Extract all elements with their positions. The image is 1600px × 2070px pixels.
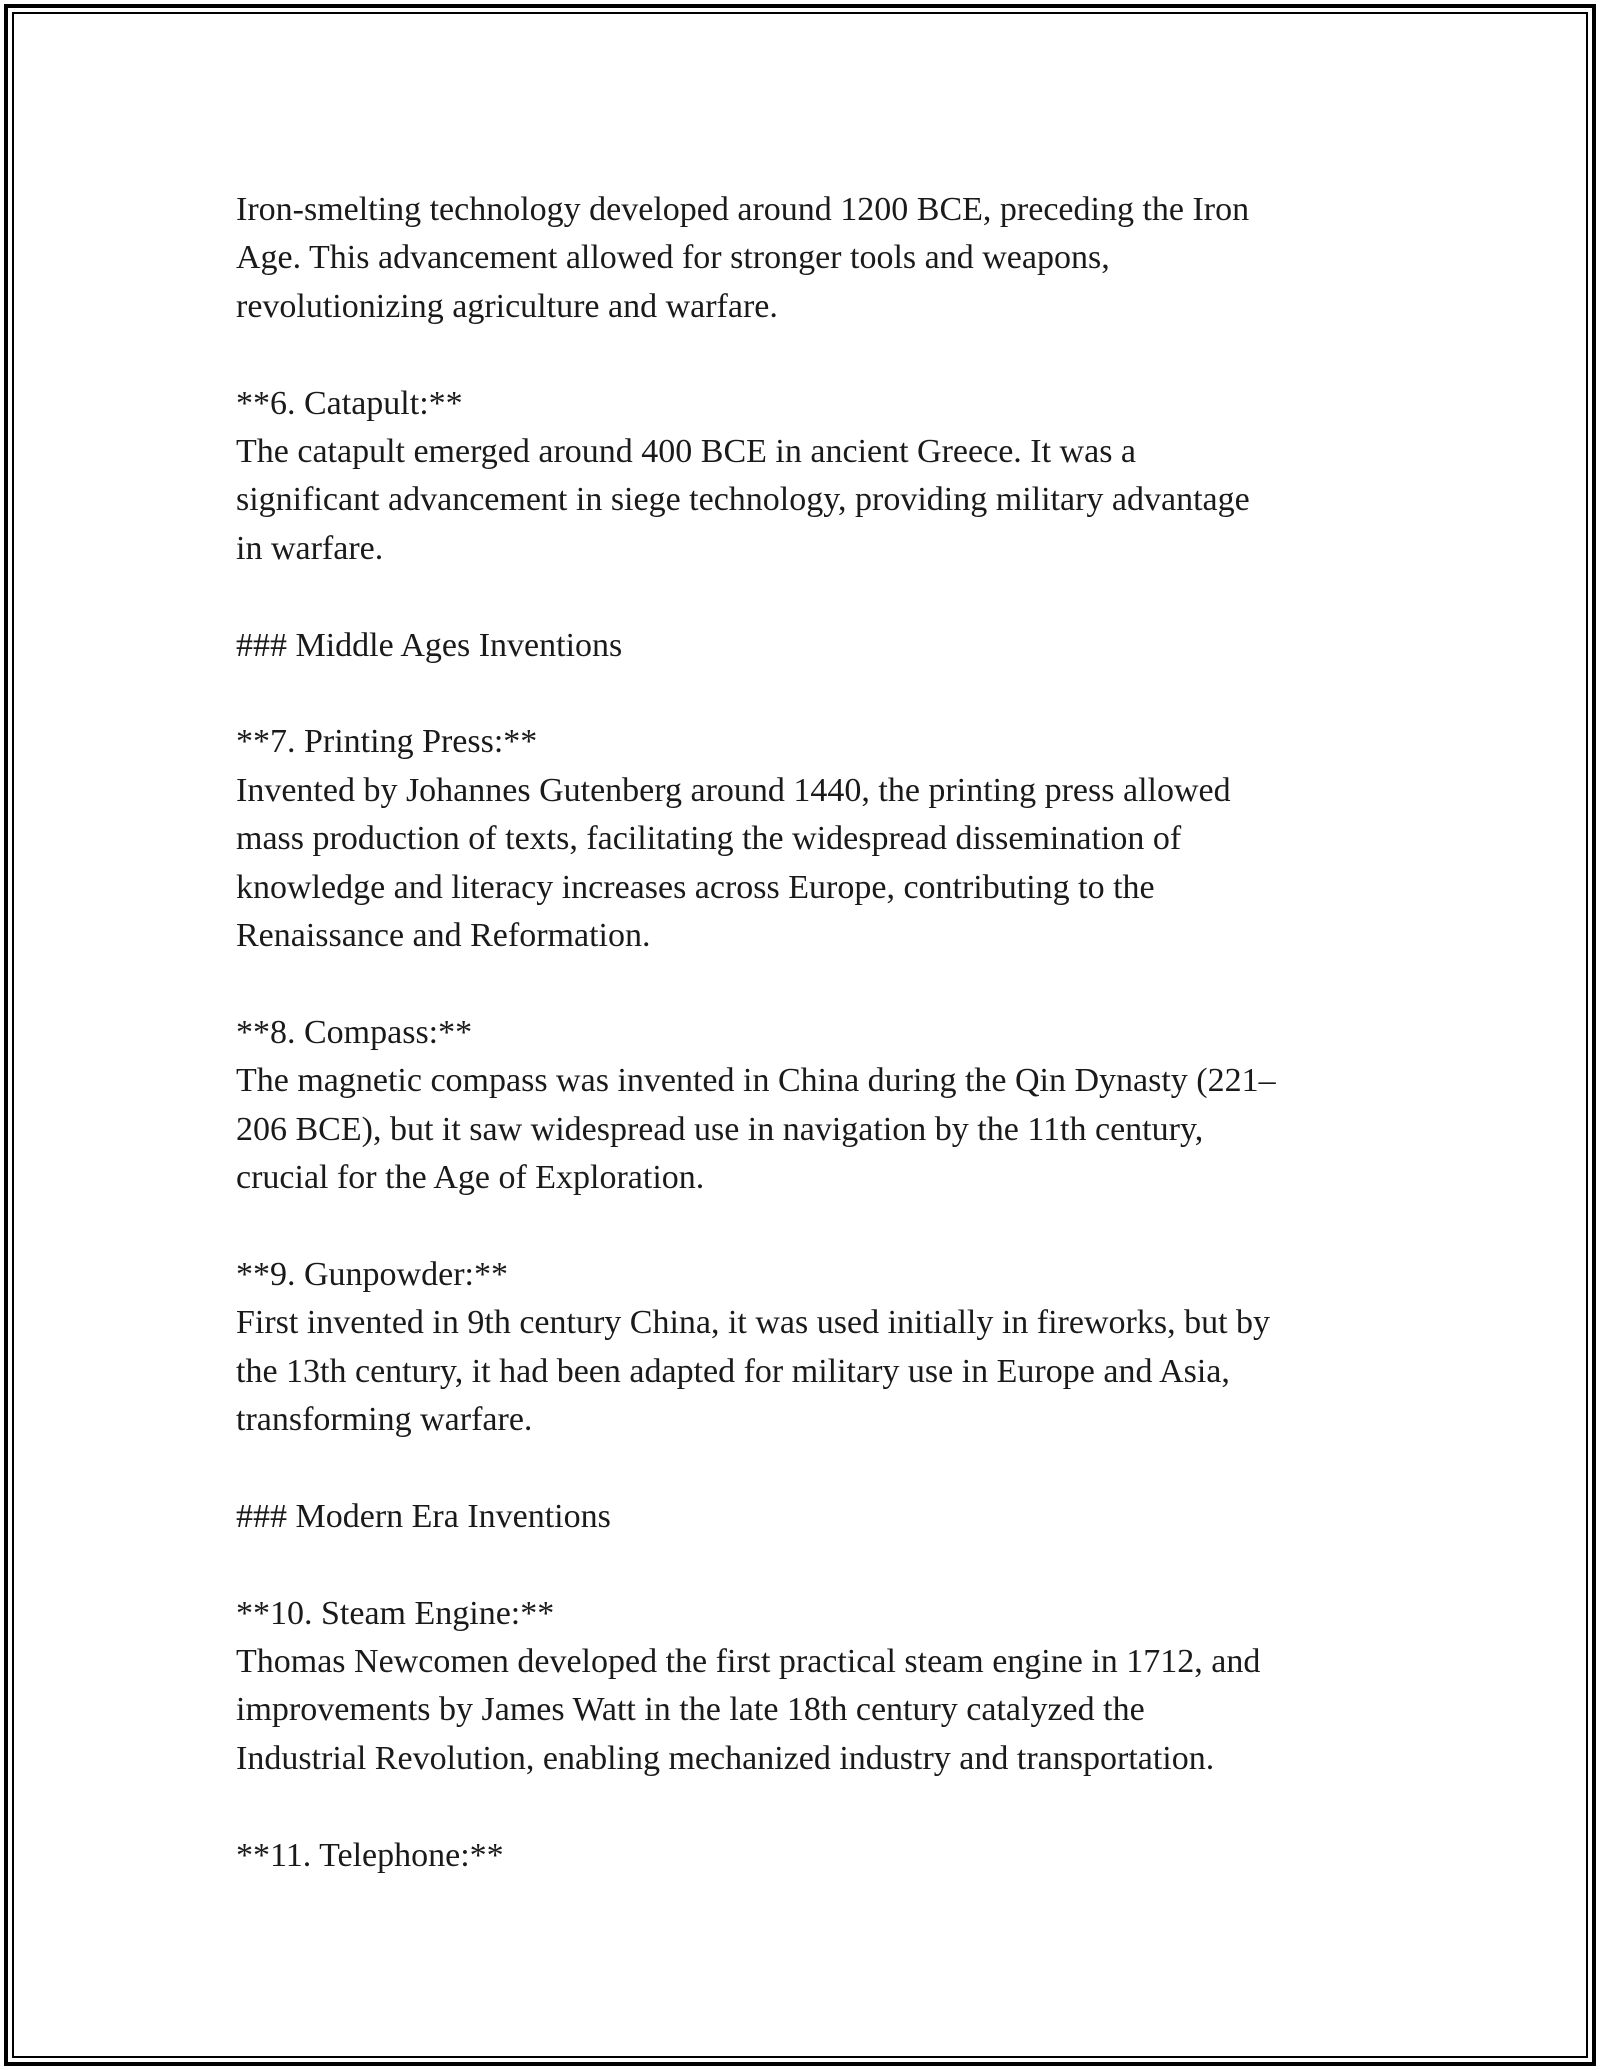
section-heading-middle-ages	[236, 622, 1366, 670]
text-line: Iron-smelting technology developed around 1200 BCE, preceding the Iron	[236, 191, 1250, 228]
text-line: the 13th century, it had been adapted for military use in Europe and Asia,	[236, 1352, 1230, 1390]
paragraph-telephone	[236, 1832, 1366, 1880]
paragraph-iron-smelting	[236, 186, 1366, 331]
item-heading: **9. Gunpowder:**	[236, 1255, 508, 1293]
paragraph-steam-engine	[236, 1590, 1366, 1784]
text-line: improvements by James Watt in the late 18th century catalyzed the	[236, 1691, 1145, 1729]
item-heading: **6. Catapult:**	[236, 384, 463, 422]
item-heading: **11. Telephone:**	[236, 1836, 504, 1874]
section-heading: ### Modern Era Inventions	[236, 1497, 611, 1535]
text-line: The catapult emerged around 400 BCE in ancient Greece. It was a	[236, 433, 1137, 471]
paragraph-gunpowder	[236, 1251, 1366, 1445]
document-body	[236, 186, 1366, 1880]
section-heading-modern-era	[236, 1493, 1366, 1541]
text-line: mass production of texts, facilitating the widespread dissemination of	[236, 820, 1182, 858]
item-heading: **8. Compass:**	[236, 1013, 473, 1051]
text-line: in warfare.	[236, 529, 384, 567]
text-line: First invented in 9th century China, it was used initially in fireworks, but by	[236, 1304, 1271, 1342]
text-line: significant advancement in siege technology, providing military advantage	[236, 481, 1250, 519]
text-line: transforming warfare.	[236, 1401, 533, 1439]
text-line: Thomas Newcomen developed the first practical steam engine in 1712, and	[236, 1643, 1261, 1681]
text-line: The magnetic compass was invented in China during the Qin Dynasty (221–	[236, 1062, 1276, 1100]
text-line: Industrial Revolution, enabling mechanized industry and transportation.	[236, 1739, 1215, 1777]
section-heading: ### Middle Ages Inventions	[236, 626, 623, 664]
text-line: revolutionizing agriculture and warfare.	[236, 287, 778, 325]
text-line: Renaissance and Reformation.	[236, 917, 651, 955]
text-line: Age. This advancement allowed for stronger tools and weapons,	[236, 239, 1110, 277]
text-line: Invented by Johannes Gutenberg around 1440, the printing press allowed	[236, 771, 1231, 809]
paragraph-compass	[236, 1009, 1366, 1203]
text-line: knowledge and literacy increases across Europe, contributing to the	[236, 868, 1155, 906]
text-line: 206 BCE), but it saw widespread use in navigation by the 11th century,	[236, 1110, 1204, 1148]
text-line: crucial for the Age of Exploration.	[236, 1159, 705, 1197]
paragraph-catapult	[236, 380, 1366, 574]
item-heading: **10. Steam Engine:**	[236, 1594, 555, 1632]
paragraph-printing-press	[236, 718, 1366, 960]
item-heading: **7. Printing Press:**	[236, 723, 538, 761]
